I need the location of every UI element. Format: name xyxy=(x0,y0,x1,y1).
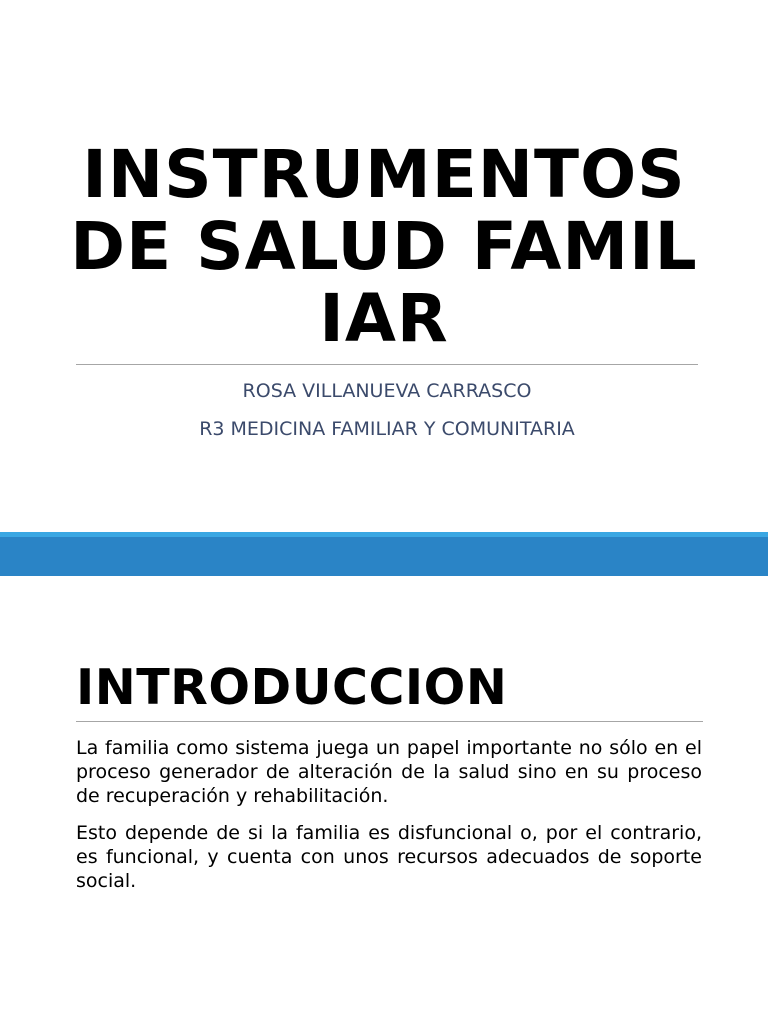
slide-title: INSTRUMENTOS DE SALUD FAMILIAR xyxy=(70,136,698,357)
author-name: ROSA VILLANUEVA CARRASCO xyxy=(242,380,532,402)
separator-highlight xyxy=(0,532,768,537)
intro-slide xyxy=(0,576,768,1024)
intro-paragraph-1: La familia como sistema juega un papel importante no sólo en el proceso generador de alteración de la salud sino en su proceso de recuperación y rehabilitación. xyxy=(76,737,702,807)
intro-paragraph-2: Esto depende de si la familia es disfuncional o, por el contrario, es funcional, y cuenta con unos recursos adecuados de soporte social. xyxy=(76,822,702,892)
heading-divider xyxy=(76,721,703,722)
author-role: R3 MEDICINA FAMILIAR Y COMUNITARIA xyxy=(199,418,575,440)
intro-heading: INTRODUCCION xyxy=(76,659,508,716)
slide-separator-band xyxy=(0,532,768,576)
title-divider xyxy=(76,364,698,365)
